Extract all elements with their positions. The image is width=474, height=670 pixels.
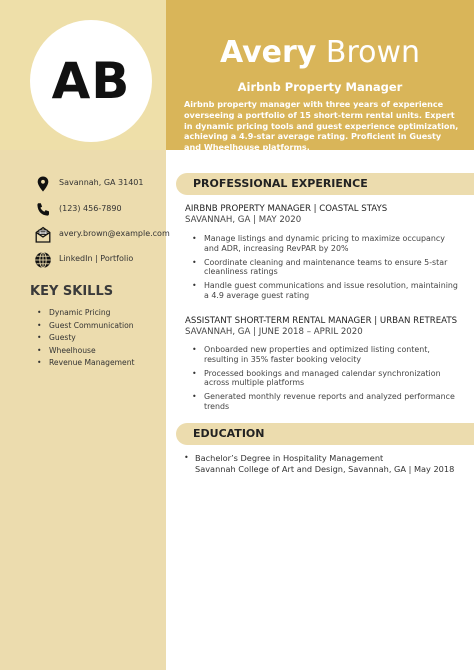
education-bullet: • — [184, 453, 189, 462]
job-bullet: • Onboarded new properties and optimized listing content, resulting in 35% faster booking velocity — [192, 345, 460, 365]
job-bullet: • Manage listings and dynamic pricing to maximize occupancy and ADR, increasing RevPAR by 20% — [192, 234, 460, 254]
skills-list — [37, 307, 135, 370]
skill-item: • Wheelhouse — [37, 345, 135, 358]
first-name: Avery — [219, 35, 317, 70]
education-heading — [176, 423, 474, 445]
last-name: Brown — [325, 35, 421, 70]
links-text[interactable]: LinkedIn | Portfolio — [59, 254, 134, 263]
location-pin-icon — [34, 175, 52, 193]
job-bullet: • Coordinate cleaning and maintenance teams to ensure 5-star cleanliness ratings — [192, 258, 460, 278]
email-text[interactable]: avery.brown@example.com — [59, 229, 170, 238]
phone-icon — [34, 201, 52, 219]
skills-title: KEY SKILLS — [30, 284, 114, 299]
globe-icon — [34, 251, 52, 269]
job-bullet: • Processed bookings and managed calendar synchronization across multiple platforms — [192, 369, 460, 389]
skill-item: • Dynamic Pricing — [37, 307, 135, 320]
phone-text: (123) 456-7890 — [59, 204, 122, 213]
candidate-name — [166, 36, 474, 70]
job-meta: SAVANNAH, GA | JUNE 2018 – APRIL 2020 — [185, 327, 363, 337]
job-bullets — [192, 234, 460, 305]
experience-heading — [176, 173, 474, 195]
job-bullet: • Handle guest communications and issue resolution, maintaining a 4.9 average guest rating — [192, 281, 460, 301]
education-degree: Bachelor’s Degree in Hospitality Management — [195, 453, 384, 463]
job-title: AIRBNB PROPERTY MANAGER | COASTAL STAYS — [185, 204, 388, 214]
avatar — [30, 20, 152, 142]
job-role: Airbnb Property Manager — [237, 80, 403, 94]
profile-summary: Airbnb property manager with three years of experience overseeing a portfolio of 15 short-term rental units. Expert in dynamic pricing tools and guest experience optimization, achieving a 4.9-star average rating. Proficient in Guesty and Wheelhouse platforms. — [184, 99, 459, 153]
job-bullets — [192, 345, 460, 416]
skill-item: • Guesty — [37, 332, 135, 345]
education-school: Savannah College of Art and Design, Savannah, GA | May 2018 — [195, 464, 455, 474]
skill-item: • Revenue Management — [37, 357, 135, 370]
job-bullet: • Generated monthly revenue reports and analyzed performance trends — [192, 392, 460, 412]
avatar-initials: AB — [51, 52, 131, 110]
location-text: Savannah, GA 31401 — [59, 178, 144, 187]
job-title: ASSISTANT SHORT-TERM RENTAL MANAGER | URBAN RETREATS — [185, 316, 458, 326]
email-icon — [34, 226, 52, 244]
experience-title: PROFESSIONAL EXPERIENCE — [193, 177, 368, 190]
job-meta: SAVANNAH, GA | MAY 2020 — [185, 215, 302, 225]
education-title: EDUCATION — [193, 427, 265, 440]
skill-item: • Guest Communication — [37, 320, 135, 333]
